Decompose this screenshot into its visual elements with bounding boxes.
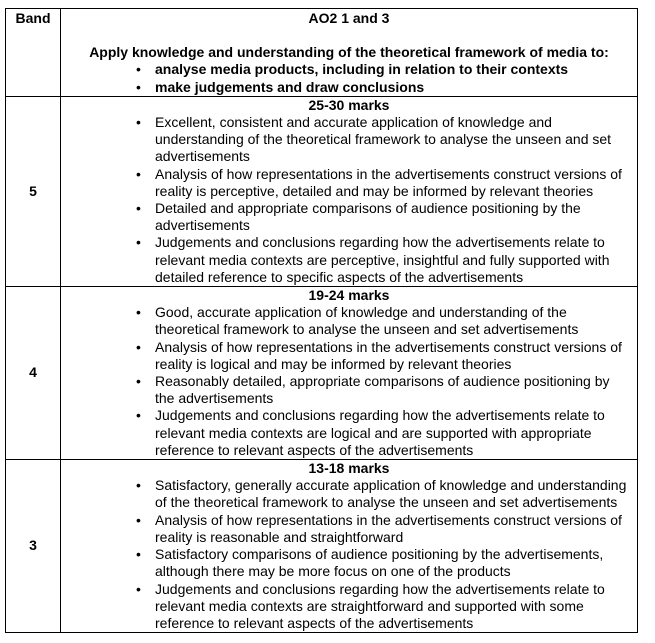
criterion xyxy=(63,339,632,373)
band-row-4 xyxy=(6,287,638,460)
band-row-3 xyxy=(6,460,638,633)
criterion-text: Judgements and conclusions regarding how the advertisements relate to relevant media contexts are logical and are supported with appropriate reference to relevant aspects of the advertisements xyxy=(155,407,605,458)
bullet-icon: • xyxy=(136,200,141,217)
ao-header-cell xyxy=(61,9,638,97)
ao-bullet-text: make judgements and draw conclusions xyxy=(155,78,425,95)
criteria-list xyxy=(63,477,635,632)
bullet-icon: • xyxy=(136,114,141,131)
criterion-text: Judgements and conclusions regarding how the advertisements relate to relevant media contexts are perceptive, insightful and fully supported with detailed reference to specific aspects of the advertisements xyxy=(155,234,610,285)
ao-title: AO2 1 and 3 xyxy=(308,10,390,26)
bullet-icon: • xyxy=(136,78,141,95)
criterion-text: Detailed and appropriate comparisons of audience positioning by the advertisements xyxy=(155,200,581,234)
criterion-text: Analysis of how representations in the advertisements construct versions of reality is perceptive, detailed and may be informed by relevant theories xyxy=(155,165,622,199)
criterion-text: Analysis of how representations in the advertisements construct versions of reality is logical and may be informed by relevant theories xyxy=(155,338,622,372)
criterion-text: Analysis of how representations in the advertisements construct versions of reality is reasonable and straightforward xyxy=(155,511,622,545)
criteria-list xyxy=(63,304,635,459)
criteria-list xyxy=(63,114,635,286)
criterion xyxy=(63,200,632,234)
band-description xyxy=(61,460,638,633)
marks-range: 13-18 marks xyxy=(308,460,390,477)
criterion xyxy=(63,304,632,338)
bullet-icon: • xyxy=(136,234,141,251)
criterion xyxy=(63,546,632,580)
criterion xyxy=(63,166,632,200)
ao-bullet-text: analyse media products, including in relation to their contexts xyxy=(155,61,569,78)
band-number: 3 xyxy=(6,460,61,633)
bullet-icon: • xyxy=(136,477,141,494)
criterion xyxy=(63,373,632,407)
ao-intro: Apply knowledge and understanding of the theoretical framework of media to: xyxy=(89,44,609,61)
criterion-text: Good, accurate application of knowledge and understanding of the theoretical framework to analyse the unseen and set advertisements xyxy=(155,304,579,338)
bullet-icon: • xyxy=(136,165,141,182)
criterion-text: Excellent, consistent and accurate application of knowledge and understanding of the theoretical framework to analyse the unseen and set advertisements xyxy=(155,114,612,165)
criterion-text: Judgements and conclusions regarding how the advertisements relate to relevant media contexts are straightforward and supported with some reference to relevant aspects of the advertisements xyxy=(155,580,605,631)
mark-scheme-table xyxy=(5,8,638,633)
criterion xyxy=(63,114,632,166)
bullet-icon: • xyxy=(136,511,141,528)
criterion-text: Satisfactory, generally accurate application of knowledge and understanding of the theoretical framework to analyse the unseen and set advertisements xyxy=(155,477,627,511)
bullet-icon: • xyxy=(136,407,141,424)
criterion xyxy=(63,477,632,511)
criterion-text: Satisfactory comparisons of audience positioning by the advertisements, although there may be more focus on one of the products xyxy=(155,546,604,580)
ao-spacer xyxy=(63,27,635,44)
ao-bullet xyxy=(63,61,632,78)
criterion-text: Reasonably detailed, appropriate comparisons of audience positioning by the advertisements xyxy=(155,373,610,407)
criterion xyxy=(63,407,632,459)
ao-bullet xyxy=(63,79,632,96)
bullet-icon: • xyxy=(136,580,141,597)
criterion xyxy=(63,581,632,633)
bullet-icon: • xyxy=(136,61,141,78)
criterion xyxy=(63,512,632,546)
bullet-icon: • xyxy=(136,546,141,563)
bullet-icon: • xyxy=(136,304,141,321)
band-number: 4 xyxy=(6,287,61,460)
bullet-icon: • xyxy=(136,373,141,390)
band-description xyxy=(61,96,638,286)
band-number: 5 xyxy=(6,96,61,286)
header-row xyxy=(6,9,638,97)
marks-range: 19-24 marks xyxy=(308,287,390,304)
marks-range: 25-30 marks xyxy=(308,96,390,113)
criterion xyxy=(63,234,632,286)
band-row-5 xyxy=(6,96,638,286)
band-column-header: Band xyxy=(6,9,61,97)
ao-bullet-list xyxy=(63,61,635,95)
bullet-icon: • xyxy=(136,338,141,355)
band-description xyxy=(61,287,638,460)
